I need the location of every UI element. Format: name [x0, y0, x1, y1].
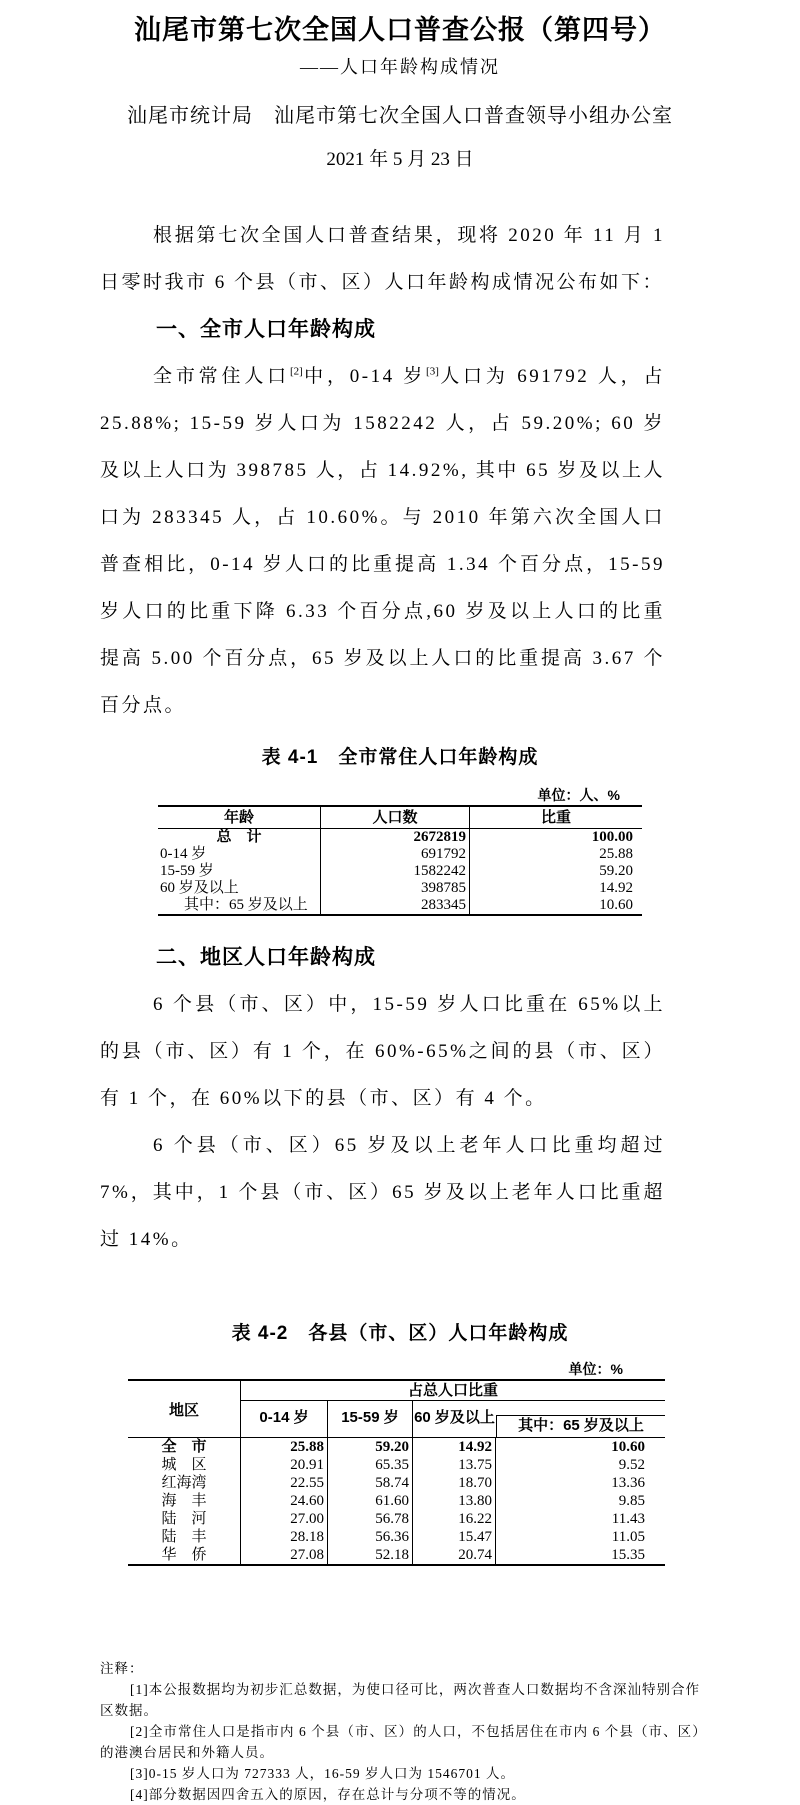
share-value: 100.00 [591, 829, 633, 845]
region-name: 华 侨 [128, 1546, 241, 1564]
publish-date: 2021 年 5 月 23 日 [326, 149, 474, 170]
table-row-luhe [128, 1510, 665, 1528]
value-60-plus: 14.92 [413, 1438, 496, 1456]
share-value: 10.60 [599, 897, 633, 913]
value-15-59: 59.20 [328, 1438, 413, 1456]
issuing-agency: 汕尾市统计局 汕尾市第七次全国人口普查领导小组办公室 [127, 105, 673, 127]
value-60-plus: 15.47 [413, 1528, 496, 1546]
note-item-3: [3]0-15 岁人口为 727333 人，16-59 岁人口为 1546701 人。 [130, 1766, 515, 1781]
table-row-huaqiao [128, 1546, 665, 1564]
age-label: 60 岁及以上 [158, 880, 321, 897]
document-title: 汕尾市第七次全国人口普查公报（第四号） [134, 15, 666, 45]
population-value: 1582242 [321, 863, 470, 880]
region-name: 陆 丰 [128, 1528, 241, 1546]
table-2-unit-label: 单位：% [568, 1361, 623, 1377]
value-65-plus: 10.60 [611, 1439, 645, 1455]
value-0-14: 25.88 [241, 1438, 328, 1456]
subheader-60-plus: 60 岁及以上 [414, 1409, 495, 1426]
value-65-plus: 11.05 [611, 1529, 645, 1545]
age-label: 总 计 [158, 829, 321, 846]
region-name: 城 区 [128, 1456, 241, 1474]
population-value: 691792 [321, 846, 470, 863]
table-1-header-row [158, 807, 642, 829]
region-name: 海 丰 [128, 1492, 241, 1510]
share-value: 25.88 [599, 846, 633, 862]
age-column-header: 年龄 [158, 807, 321, 828]
value-65-plus: 13.36 [611, 1475, 645, 1491]
value-0-14: 27.08 [241, 1546, 328, 1564]
section-2-paragraph-2: 6 个县（市、区）65 岁及以上老年人口比重均超过 7%，其中，1 个县（市、区）65 岁及以上老年人口比重超过 14%。 [100, 1135, 665, 1250]
section-1-text-3: 人口为 691792 人，占 25.88%; 15-59 岁人口为 1582242 人，占 59.20%; 60 岁及以上人口为 398785 人，占 14.92%, 其中 65 岁及以上人口为 283345 人，占 10.60%。与 2010 年第六次全国人口普查相比，0-14 岁人口的比重提高 1.34 个百分点，15-59 岁人口的比重下降 6.33 个百分点,60 岁及以上人口的比重提高 5.00 个百分点，65 岁及以上人口的比重提高 3.67 个百分点。 [100, 366, 665, 716]
section-1-text-1: 全市常住人口 [153, 366, 290, 387]
table-row-lufeng [128, 1528, 665, 1546]
intro-paragraph: 根据第七次全国人口普查结果，现将 2020 年 11 月 1 日零时我市 6 个县（市、区）人口年龄构成情况公布如下： [100, 225, 665, 293]
value-65-plus: 11.43 [611, 1511, 645, 1527]
share-column-header: 比重 [540, 809, 571, 826]
body-text-2 [100, 934, 665, 1263]
body-text [100, 212, 665, 729]
subheader-15-59: 15-59 岁 [328, 1401, 413, 1437]
table-row-0-14 [158, 846, 642, 863]
section-2-heading: 二、地区人口年龄构成 [156, 946, 376, 969]
region-name: 全 市 [128, 1438, 241, 1456]
age-label: 15-59 岁 [158, 863, 321, 880]
age-label: 其中：65 岁及以上 [158, 897, 321, 914]
value-15-59: 52.18 [328, 1546, 413, 1564]
section-1-text-2: 中，0-14 岁 [302, 366, 427, 387]
value-15-59: 56.36 [328, 1528, 413, 1546]
section-1-paragraph [100, 353, 665, 729]
note-item-4: [4]部分数据因四舍五入的原因，存在总计与分项不等的情况。 [130, 1787, 526, 1802]
subheader-65-plus: 其中：65 岁及以上 [496, 1415, 665, 1438]
value-60-plus: 13.75 [413, 1456, 496, 1474]
footnotes [100, 1658, 700, 1805]
table-1-container [158, 785, 642, 916]
region-name: 红海湾 [128, 1474, 241, 1492]
value-15-59: 61.60 [328, 1492, 413, 1510]
table-row-60-plus [158, 880, 642, 897]
population-value: 2672819 [321, 829, 470, 846]
table-row-haifeng [128, 1492, 665, 1510]
value-0-14: 27.00 [241, 1510, 328, 1528]
value-0-14: 28.18 [241, 1528, 328, 1546]
share-value: 14.92 [599, 880, 633, 896]
section-1-heading: 一、全市人口年龄构成 [156, 318, 376, 341]
table-row-65-plus [158, 897, 642, 914]
share-group-header: 占总人口比重 [241, 1381, 665, 1401]
share-value: 59.20 [599, 863, 633, 879]
table-2-title: 表 4-2 各县（市、区）人口年龄构成 [231, 1323, 569, 1344]
value-65-plus: 9.85 [618, 1493, 645, 1509]
note-item-1: [1]本公报数据均为初步汇总数据，为使口径可比，两次普查人口数据均不含深汕特别合作区数据。 [100, 1682, 700, 1718]
value-65-plus: 9.52 [618, 1457, 645, 1473]
subheader-0-14: 0-14 岁 [241, 1401, 328, 1437]
value-15-59: 65.35 [328, 1456, 413, 1474]
city-age-table [158, 805, 642, 916]
population-value: 283345 [321, 897, 470, 914]
table-row-city-total [128, 1438, 665, 1456]
footnote-ref-2: [2] [289, 365, 303, 378]
value-65-plus: 15.35 [611, 1547, 645, 1563]
value-15-59: 58.74 [328, 1474, 413, 1492]
table-row-honghaiwan [128, 1474, 665, 1492]
table-row-15-59 [158, 863, 642, 880]
footnote-ref-3: [3] [426, 365, 439, 378]
value-60-plus: 13.80 [413, 1492, 496, 1510]
table-row-chengqu [128, 1456, 665, 1474]
note-item-2: [2]全市常住人口是指市内 6 个县（市、区）的人口，不包括居住在市内 6 个县（市、区）的港澳台居民和外籍人员。 [100, 1724, 700, 1760]
value-0-14: 24.60 [241, 1492, 328, 1510]
subheader-65-plus-box [496, 1401, 665, 1437]
age-label: 0-14 岁 [158, 846, 321, 863]
value-60-plus: 20.74 [413, 1546, 496, 1564]
table-1-title: 表 4-1 全市常住人口年龄构成 [261, 747, 539, 768]
region-name: 陆 河 [128, 1510, 241, 1528]
population-value: 398785 [321, 880, 470, 897]
table-2-container [128, 1359, 665, 1566]
section-2-paragraph-1: 6 个县（市、区）中，15-59 岁人口比重在 65%以上的县（市、区）有 1 个，在 60%-65%之间的县（市、区）有 1 个，在 60%以下的县（市、区）有 4 个。 [100, 994, 665, 1109]
population-column-header: 人口数 [321, 807, 470, 828]
table-2-header [128, 1381, 665, 1438]
value-60-plus: 18.70 [413, 1474, 496, 1492]
document-subtitle: ——人口年龄构成情况 [300, 57, 500, 77]
region-age-table [128, 1379, 665, 1566]
notes-label: 注释： [100, 1661, 144, 1676]
table-1-unit-label: 单位：人、% [537, 787, 620, 803]
value-0-14: 20.91 [241, 1456, 328, 1474]
value-0-14: 22.55 [241, 1474, 328, 1492]
region-column-header: 地区 [128, 1381, 241, 1437]
table-row-total [158, 829, 642, 846]
value-15-59: 56.78 [328, 1510, 413, 1528]
value-60-plus: 16.22 [413, 1510, 496, 1528]
